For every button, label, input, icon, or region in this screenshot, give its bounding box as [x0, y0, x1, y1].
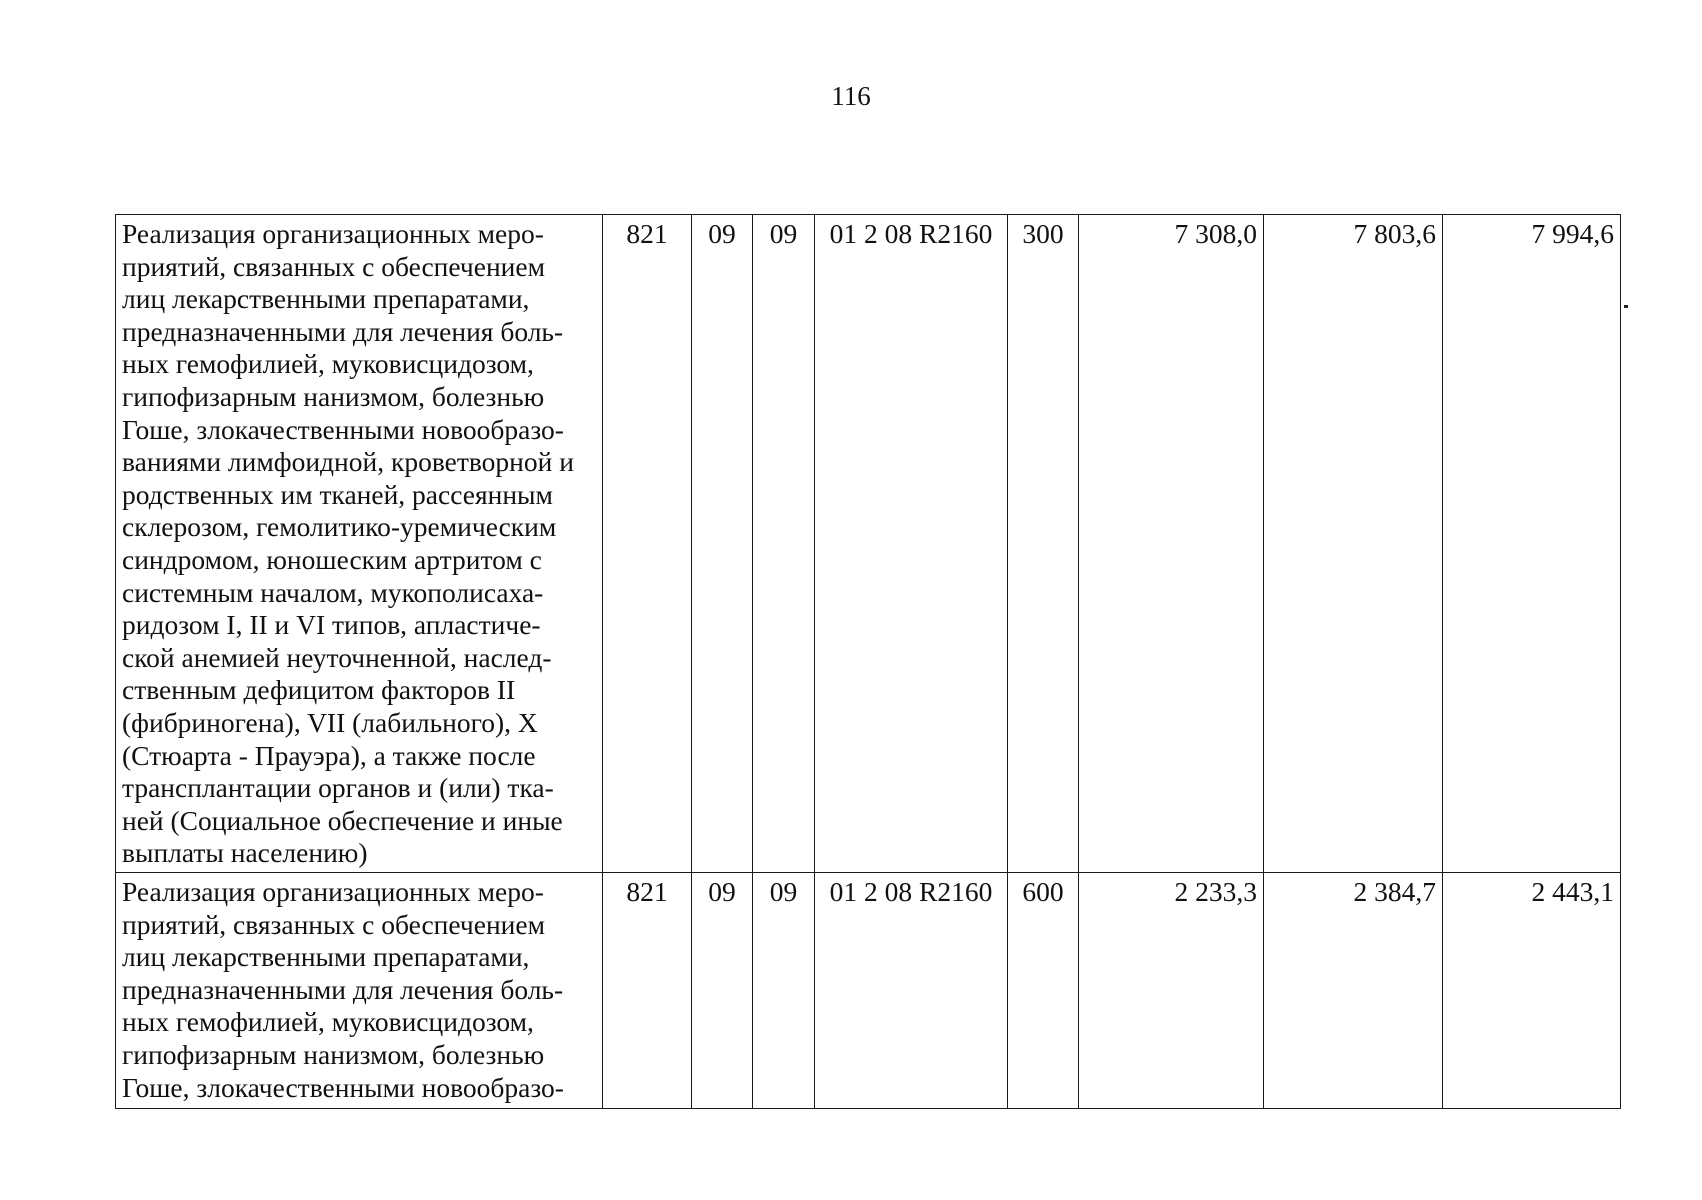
page-number: 116 [831, 81, 871, 111]
target-article-code: 01 2 08 R2160 [815, 873, 1008, 1109]
section-code: 09 [692, 215, 753, 873]
row-description: Реализация организационных меро- приятий, связанных с обеспечением лиц лекарственными препаратами, предназначенными для лечения боль- ных гемофилией, муковисцидозом, гипофизарным нанизмом, болезнью Гоше, злокачественными новообразо- ваниями лимфоидной, кроветворной и родственных им тканей, рассеянным склерозом, гемолитико-уремическим синдромом, юношеским артритом с системным началом, мукополисаха- ридозом I, II и VI типов, апластиче- ской анемией неуточненной, наслед- ственным дефицитом факторов II (фибриногена), VII (лабильного), X (Стюарта - Прауэра), а также после трансплантации органов и (или) тка- ней (Социальное обеспечение и иные выплаты населению) [116, 215, 603, 873]
amount-year-3: 7 994,6 [1443, 215, 1621, 873]
budget-table [115, 214, 1621, 1109]
ministry-code: 821 [603, 215, 692, 873]
table-row [116, 215, 1621, 873]
subsection-code: 09 [753, 873, 815, 1109]
expense-type-code: 300 [1008, 215, 1079, 873]
row-description: Реализация организационных меро- приятий, связанных с обеспечением лиц лекарственными препаратами, предназначенными для лечения боль- ных гемофилией, муковисцидозом, гипофизарным нанизмом, болезнью Гоше, злокачественными новообразо- [116, 873, 603, 1109]
amount-year-2: 2 384,7 [1264, 873, 1443, 1109]
budget-table-container [115, 214, 1621, 1109]
amount-year-2: 7 803,6 [1264, 215, 1443, 873]
expense-type-code: 600 [1008, 873, 1079, 1109]
target-article-code: 01 2 08 R2160 [815, 215, 1008, 873]
section-code: 09 [692, 873, 753, 1109]
amount-year-1: 7 308,0 [1079, 215, 1264, 873]
amount-year-1: 2 233,3 [1079, 873, 1264, 1109]
ministry-code: 821 [603, 873, 692, 1109]
amount-year-3: 2 443,1 [1443, 873, 1621, 1109]
subsection-code: 09 [753, 215, 815, 873]
table-row [116, 873, 1621, 1109]
scan-speck [1624, 305, 1628, 308]
